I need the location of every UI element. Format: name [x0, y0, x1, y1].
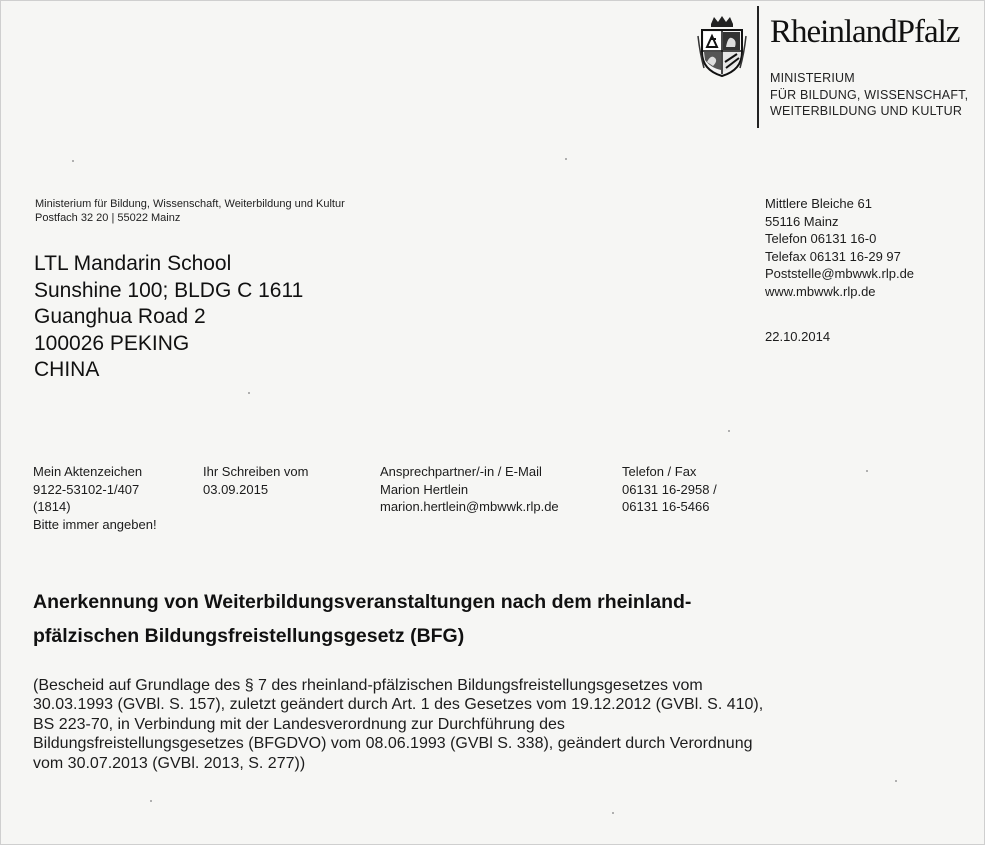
- reference-label: Mein Aktenzeichen: [33, 464, 143, 479]
- reference-value: 06131 16-2958 /: [622, 481, 717, 497]
- letter-subject: [33, 585, 933, 653]
- scan-speck: [72, 160, 74, 162]
- subject-line: pfälzischen Bildungsfreistellungsgesetz (BFG): [33, 625, 465, 647]
- recipient-line: Sunshine 100; BLDG C 1611: [34, 278, 304, 302]
- ministry-line: WEITERBILDUNG UND KULTUR: [770, 104, 963, 118]
- contact-line: Mittlere Bleiche 61: [765, 196, 872, 211]
- reference-value: 9122-53102-1/407: [33, 481, 140, 497]
- scan-speck: [895, 780, 897, 782]
- reference-value: Marion Hertlein: [380, 481, 469, 497]
- reference-your-letter: [203, 463, 309, 498]
- reference-label: Ansprechpartner/-in / E-Mail: [380, 464, 542, 479]
- contact-line: Telefax 06131 16-29 97: [765, 248, 901, 264]
- letterhead-divider: [757, 6, 759, 128]
- reference-label: Telefon / Fax: [622, 464, 697, 479]
- ministry-line: FÜR BILDUNG, WISSENSCHAFT,: [770, 87, 969, 102]
- reference-note: Bitte immer angeben!: [33, 516, 157, 532]
- recipient-line: LTL Mandarin School: [34, 252, 232, 275]
- ministry-line: MINISTERIUM: [770, 71, 855, 85]
- return-address-line: Postfach 32 20 | 55022 Mainz: [35, 212, 181, 224]
- contact-website: www.mbwwk.rlp.de: [765, 283, 876, 299]
- reference-value: 06131 16-5466: [622, 499, 710, 514]
- coat-of-arms-icon: [697, 14, 747, 78]
- reference-label: Ihr Schreiben vom: [203, 464, 309, 479]
- brand-logo-text: RheinlandPfalz: [770, 14, 960, 50]
- body-line: BS 223-70, in Verbindung mit der Landesverordnung zur Durchführung des: [33, 715, 565, 733]
- reference-value: 03.09.2015: [203, 481, 269, 497]
- return-address-line: Ministerium für Bildung, Wissenschaft, Weiterbildung und Kultur: [35, 198, 345, 210]
- scan-speck: [565, 158, 567, 160]
- reference-phone-fax: [622, 463, 717, 516]
- scan-speck: [866, 470, 868, 472]
- letter-date: 22.10.2014: [765, 329, 831, 344]
- contact-line: 55116 Mainz: [765, 213, 839, 229]
- return-address: [35, 197, 345, 225]
- sender-contact: [765, 195, 914, 300]
- body-line: Bildungsfreistellungsgesetzes (BFGDVO) vom 08.06.1993 (GVBl S. 338), geändert durch Verordnung: [33, 735, 753, 753]
- letter-body: [33, 676, 763, 773]
- body-line: (Bescheid auf Grundlage des § 7 des rheinland-pfälzischen Bildungsfreistellungsgesetzes vom: [33, 677, 703, 694]
- contact-line: Telefon 06131 16-0: [765, 231, 877, 246]
- recipient-address: [34, 251, 303, 384]
- scan-speck: [248, 392, 250, 394]
- reference-value: (1814): [33, 499, 71, 514]
- reference-email: marion.hertlein@mbwwk.rlp.de: [380, 499, 559, 514]
- scan-speck: [150, 800, 152, 802]
- body-line: vom 30.07.2013 (GVBl. 2013, S. 277)): [33, 754, 306, 772]
- recipient-line: CHINA: [34, 358, 100, 381]
- subject-line: Anerkennung von Weiterbildungsveranstaltungen nach dem rheinland-: [33, 591, 692, 613]
- reference-contact-person: [380, 463, 559, 516]
- contact-email: Poststelle@mbwwk.rlp.de: [765, 266, 915, 281]
- scan-speck: [728, 430, 730, 432]
- reference-file-number: [33, 463, 157, 533]
- recipient-line: Guanghua Road 2: [34, 305, 206, 328]
- recipient-line: 100026 PEKING: [34, 331, 190, 355]
- ministry-name: [770, 70, 968, 120]
- scan-speck: [612, 812, 614, 814]
- body-line: 30.03.1993 (GVBl. S. 157), zuletzt geändert durch Art. 1 des Gesetzes vom 19.12.2012 (GVBl. S. 410),: [33, 696, 764, 714]
